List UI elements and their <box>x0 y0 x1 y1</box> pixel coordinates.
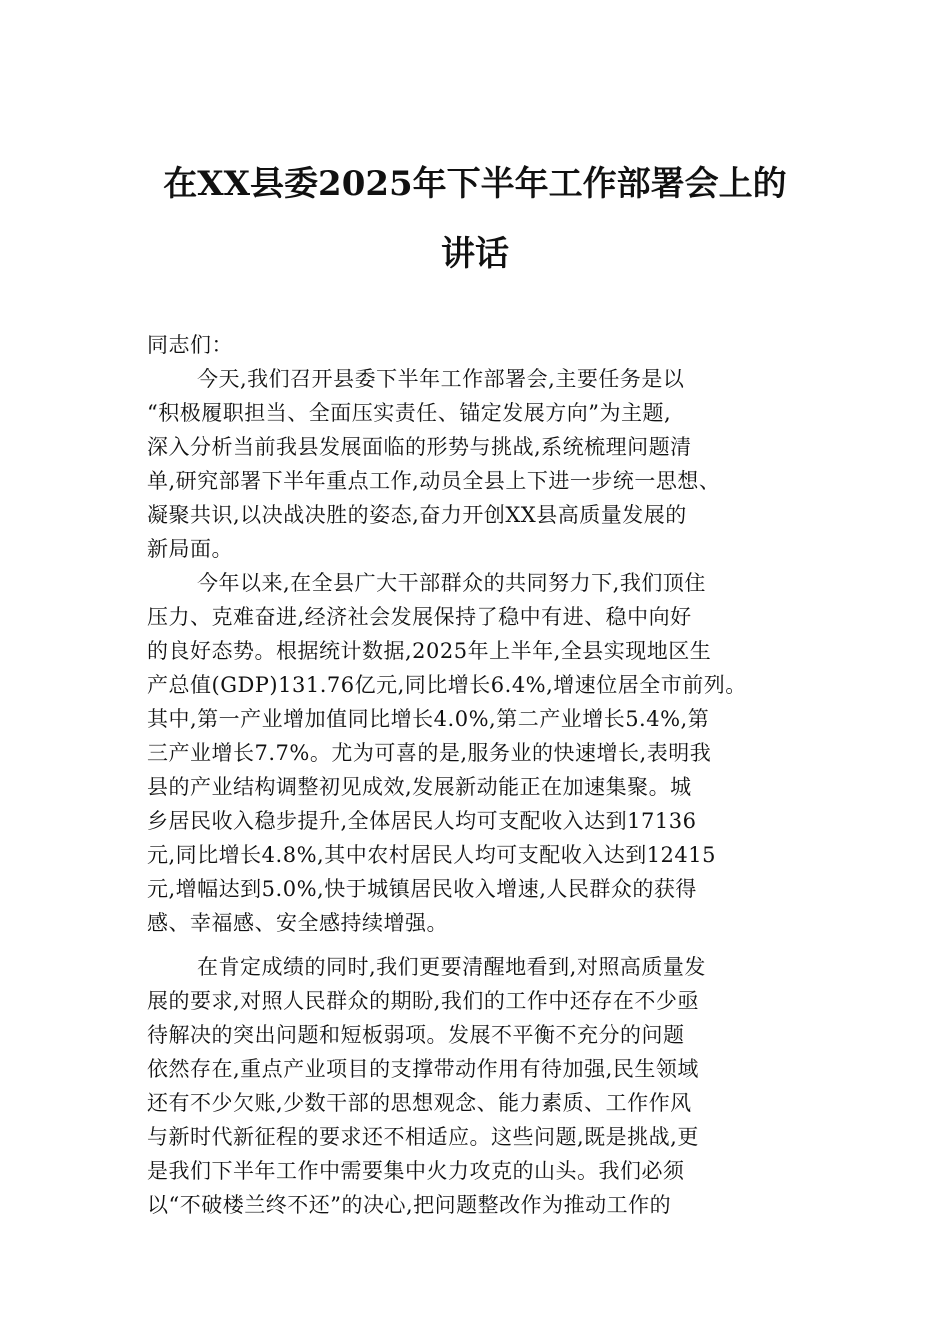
body-line: 是我们下半年工作中需要集中火力攻克的山头。我们必须 <box>147 1159 685 1183</box>
body-line: 新局面。 <box>147 537 233 561</box>
body-line: 感、幸福感、安全感持续增强。 <box>147 911 448 935</box>
salutation: 同志们： <box>147 333 233 357</box>
body-line: 元,增幅达到5.0%,快于城镇居民收入增速,人民群众的获得 <box>147 877 697 901</box>
body-line: 县的产业结构调整初见成效,发展新动能正在加速集聚。城 <box>147 775 692 799</box>
body-line: 深入分析当前我县发展面临的形势与挑战,系统梳理问题清 <box>147 435 692 459</box>
body-line: 展的要求,对照人民群众的期盼,我们的工作中还存在不少亟 <box>147 989 699 1013</box>
body-line: 凝聚共识,以决战决胜的姿态,奋力开创XX县高质量发展的 <box>147 503 687 527</box>
body-line: 还有不少欠账,少数干部的思想观念、能力素质、工作作风 <box>147 1091 692 1115</box>
document-title-line-1: 在XX县委2025年下半年工作部署会上的 <box>163 164 787 204</box>
body-line: 依然存在,重点产业项目的支撑带动作用有待加强,民生领域 <box>147 1057 699 1081</box>
body-line: 其中,第一产业增加值同比增长4.0%,第二产业增长5.4%,第 <box>147 707 710 731</box>
body-line: “积极履职担当、全面压实责任、锚定发展方向”为主题, <box>147 401 672 425</box>
body-line: 乡居民收入稳步提升,全体居民人均可支配收入达到17136 <box>147 809 697 833</box>
body-line: 在肯定成绩的同时,我们更要清醒地看到,对照高质量发 <box>197 955 706 979</box>
body-line: 三产业增长7.7%。尤为可喜的是,服务业的快速增长,表明我 <box>147 741 712 765</box>
body-line: 今年以来,在全县广大干部群众的共同努力下,我们顶住 <box>197 571 706 595</box>
body-line: 产总值(GDP)131.76亿元,同比增长6.4%,增速位居全市前列。 <box>147 673 747 697</box>
body-line: 待解决的突出问题和短板弱项。发展不平衡不充分的问题 <box>147 1023 685 1047</box>
body-line: 以“不破楼兰终不还”的决心,把问题整改作为推动工作的 <box>147 1193 672 1217</box>
body-line: 的良好态势。根据统计数据,2025年上半年,全县实现地区生 <box>147 639 712 663</box>
body-line: 与新时代新征程的要求还不相适应。这些问题,既是挑战,更 <box>147 1125 699 1149</box>
body-line: 压力、克难奋进,经济社会发展保持了稳中有进、稳中向好 <box>147 605 692 629</box>
body-line: 今天,我们召开县委下半年工作部署会,主要任务是以 <box>197 367 685 391</box>
body-line: 元,同比增长4.8%,其中农村居民人均可支配收入达到12415 <box>147 843 717 867</box>
document-title-line-2: 讲话 <box>441 234 509 274</box>
body-line: 单,研究部署下半年重点工作,动员全县上下进一步统一思想、 <box>147 469 721 493</box>
